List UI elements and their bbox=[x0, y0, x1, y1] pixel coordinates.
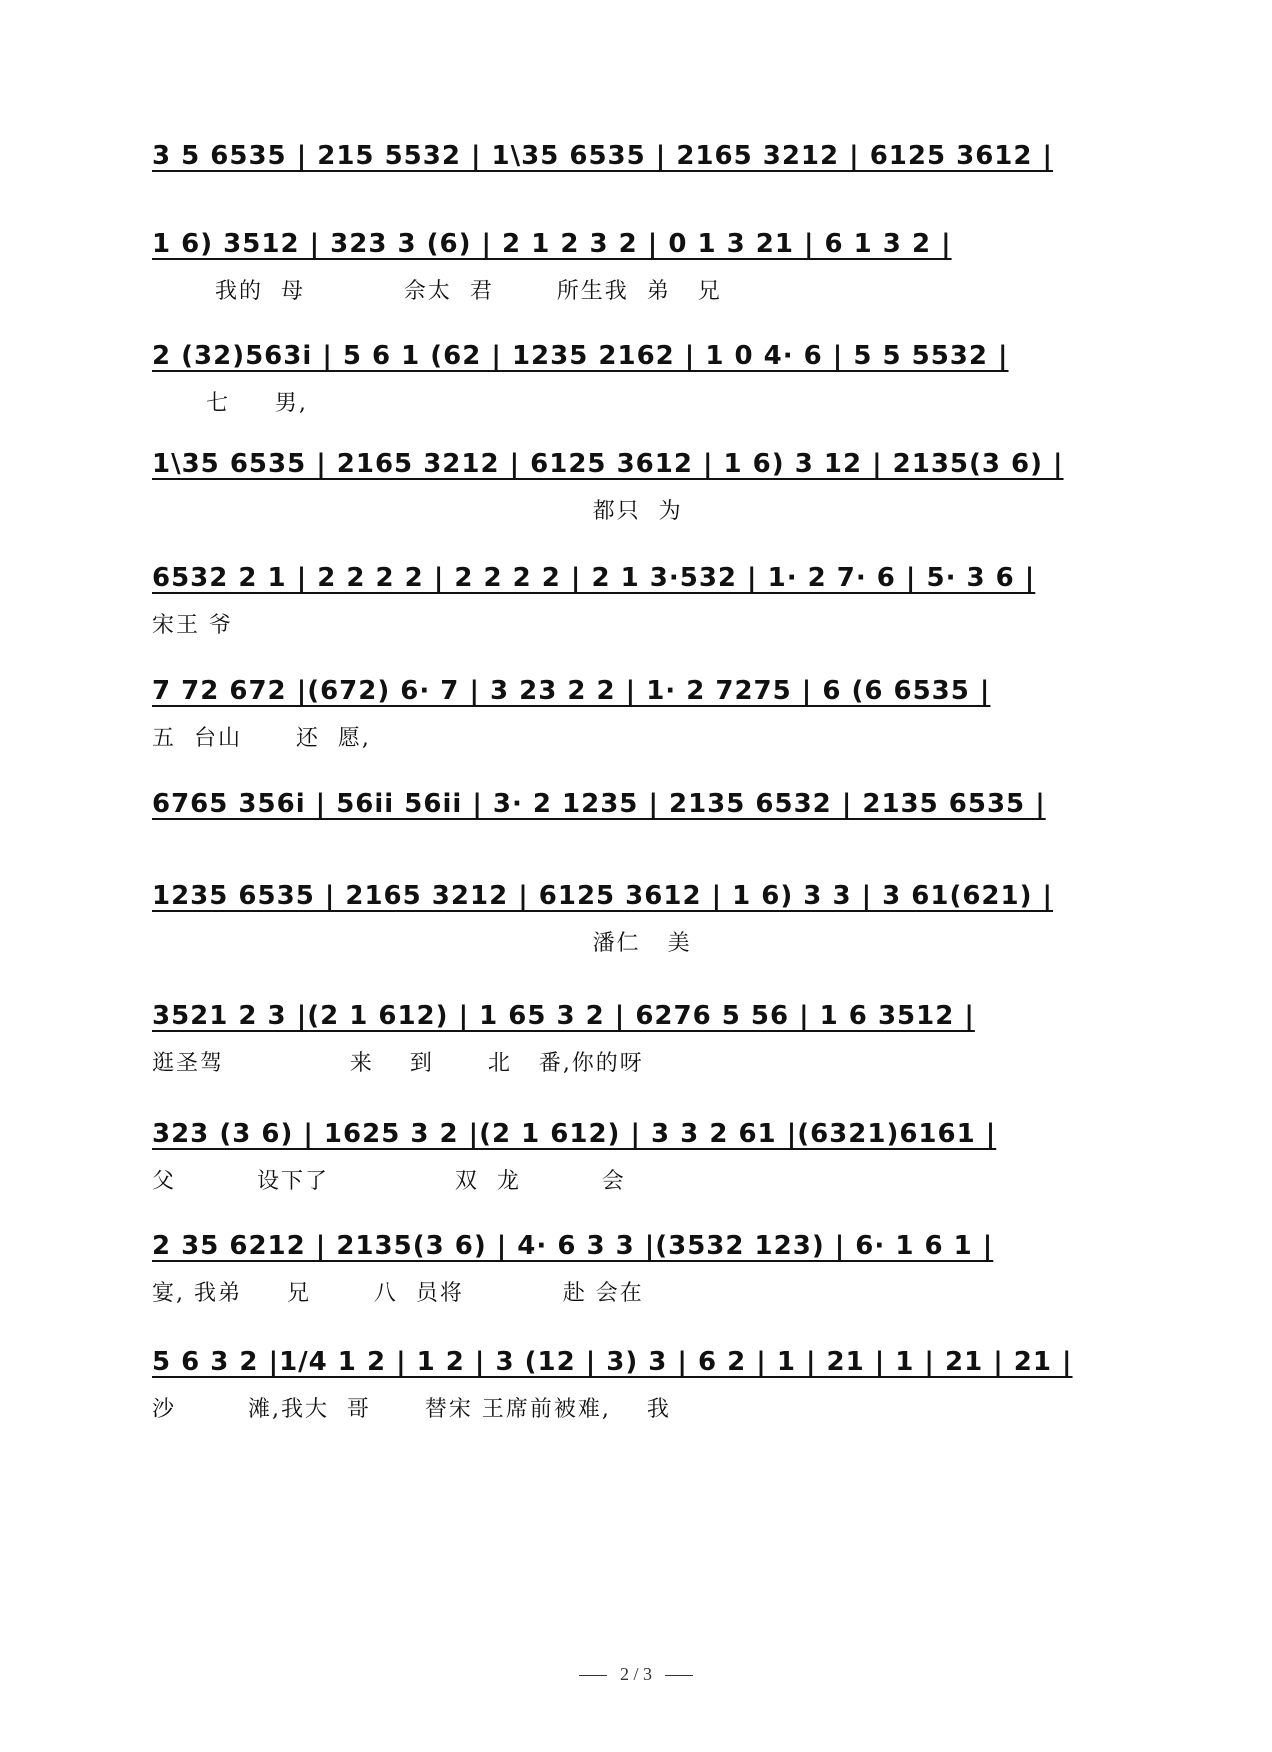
score-line-2 bbox=[152, 228, 1132, 304]
notation-row: 2 (32)563i | 5 6 1 (62 | 1235 2162 | 1 0 4· 6 | 5 5 5532 | bbox=[152, 341, 1009, 371]
notation-row: 3521 2 3 |(2 1 612) | 1 65 3 2 | 6276 5 56 | 1 6 3512 | bbox=[152, 1001, 975, 1031]
score-line-1 bbox=[152, 140, 1132, 196]
footer-rule-left bbox=[579, 1675, 607, 1676]
score-line-9 bbox=[152, 1000, 1132, 1076]
lyrics-row: 五 台山 还 愿, bbox=[152, 726, 371, 751]
lyrics-row: 我的 母 佘太 君 所生我 弟 兄 bbox=[152, 279, 722, 304]
score-line-12 bbox=[152, 1346, 1132, 1422]
notation-row: 1\35 6535 | 2165 3212 | 6125 3612 | 1 6) 3 12 | 2135(3 6) | bbox=[152, 449, 1064, 479]
lyrics-row: 逛圣驾 来 到 北 番,你的呀 bbox=[152, 1051, 644, 1076]
page-footer bbox=[0, 1664, 1272, 1685]
lyrics-row: 宴, 我弟 兄 八 员将 赴 会在 bbox=[152, 1281, 644, 1306]
notation-row: 5 6 3 2 |1/4 1 2 | 1 2 | 3 (12 | 3) 3 | 6 2 | 1 | 21 | 1 | 21 | 21 | bbox=[152, 1347, 1073, 1377]
lyrics-row: 七 男, bbox=[152, 391, 308, 416]
lyrics-row: 宋王 爷 bbox=[152, 613, 233, 638]
notation-row: 6532 2 1 | 2 2 2 2 | 2 2 2 2 | 2 1 3·532 | 1· 2 7· 6 | 5· 3 6 | bbox=[152, 563, 1036, 593]
notation-row: 2 35 6212 | 2135(3 6) | 4· 6 3 3 |(3532 123) | 6· 1 6 1 | bbox=[152, 1231, 994, 1261]
lyrics-row: 沙 滩,我大 哥 替宋 王席前被难, 我 bbox=[152, 1397, 671, 1422]
lyrics-row: 潘仁 美 bbox=[152, 931, 692, 956]
notation-row: 7 72 672 |(672) 6· 7 | 3 23 2 2 | 1· 2 7275 | 6 (6 6535 | bbox=[152, 676, 991, 706]
lyrics-row: 父 设下了 双 龙 会 bbox=[152, 1169, 626, 1194]
score-line-11 bbox=[152, 1230, 1132, 1306]
score-line-6 bbox=[152, 675, 1132, 751]
notation-row: 3 5 6535 | 215 5532 | 1\35 6535 | 2165 3212 | 6125 3612 | bbox=[152, 141, 1054, 171]
notation-row: 323 (3 6) | 1625 3 2 |(2 1 612) | 3 3 2 61 |(6321)6161 | bbox=[152, 1119, 997, 1149]
footer-rule-right bbox=[665, 1675, 693, 1676]
page-number: 2 / 3 bbox=[619, 1664, 652, 1684]
notation-row: 1235 6535 | 2165 3212 | 6125 3612 | 1 6) 3 3 | 3 61(621) | bbox=[152, 881, 1054, 911]
notation-row: 1 6) 3512 | 323 3 (6) | 2 1 2 3 2 | 0 1 3 21 | 6 1 3 2 | bbox=[152, 229, 952, 259]
score-line-3 bbox=[152, 340, 1132, 416]
score-line-8 bbox=[152, 880, 1132, 956]
score-line-4 bbox=[152, 448, 1132, 524]
score-line-7 bbox=[152, 788, 1132, 844]
notation-row: 6765 356i | 56ii 56ii | 3· 2 1235 | 2135 6532 | 2135 6535 | bbox=[152, 789, 1046, 819]
lyrics-row: 都只 为 bbox=[152, 499, 683, 524]
score-line-5 bbox=[152, 562, 1132, 638]
score-line-10 bbox=[152, 1118, 1132, 1194]
